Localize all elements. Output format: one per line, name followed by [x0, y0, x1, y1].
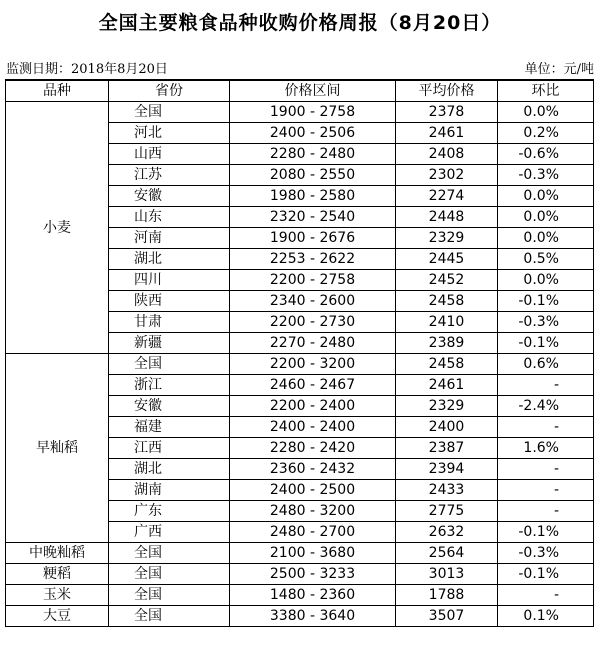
average-price-cell: 2564: [396, 543, 498, 564]
average-price-cell: 2302: [396, 165, 498, 186]
header-price-range: 价格区间: [230, 80, 396, 102]
province-cell: 全国: [109, 102, 230, 123]
price-range-cell: 2400 - 2506: [230, 123, 396, 144]
price-range-cell: 2320 - 2540: [230, 207, 396, 228]
price-range-cell: 2100 - 3680: [230, 543, 396, 564]
average-price-cell: 2408: [396, 144, 498, 165]
variety-cell: 粳稻: [6, 564, 109, 585]
change-cell: 0.2%: [498, 123, 594, 144]
average-price-cell: 2329: [396, 228, 498, 249]
average-price-cell: 2452: [396, 270, 498, 291]
average-price-cell: 2329: [396, 396, 498, 417]
table-row: [6, 354, 594, 375]
change-cell: 0.6%: [498, 354, 594, 375]
price-range-cell: 2480 - 2700: [230, 522, 396, 543]
change-cell: -0.1%: [498, 522, 594, 543]
report-title: 全国主要粮食品种收购价格周报（8月20日）: [98, 12, 502, 34]
change-cell: 0.0%: [498, 207, 594, 228]
average-price-cell: 2632: [396, 522, 498, 543]
change-cell: -0.6%: [498, 144, 594, 165]
price-range-cell: 2080 - 2550: [230, 165, 396, 186]
average-price-cell: 2461: [396, 123, 498, 144]
header-row: [6, 80, 594, 102]
province-cell: 甘肃: [109, 312, 230, 333]
price-range-cell: 2460 - 2467: [230, 375, 396, 396]
average-price-cell: 3013: [396, 564, 498, 585]
change-cell: 0.0%: [498, 228, 594, 249]
monitor-date: 监测日期：2018年8月20日: [6, 62, 168, 77]
change-cell: 0.5%: [498, 249, 594, 270]
price-range-cell: 2280 - 2420: [230, 438, 396, 459]
price-range-cell: 2253 - 2622: [230, 249, 396, 270]
variety-cell: 玉米: [6, 585, 109, 606]
average-price-cell: 2448: [396, 207, 498, 228]
province-cell: 陕西: [109, 291, 230, 312]
average-price-cell: 2775: [396, 501, 498, 522]
report-meta: [6, 58, 594, 76]
average-price-cell: 2389: [396, 333, 498, 354]
province-cell: 全国: [109, 543, 230, 564]
variety-cell: 小麦: [6, 102, 109, 354]
change-cell: 1.6%: [498, 438, 594, 459]
province-cell: 四川: [109, 270, 230, 291]
average-price-cell: 1788: [396, 585, 498, 606]
province-cell: 江西: [109, 438, 230, 459]
average-price-cell: 2410: [396, 312, 498, 333]
price-table: [5, 79, 594, 627]
average-price-cell: 2394: [396, 459, 498, 480]
table-row: [6, 564, 594, 585]
province-cell: 山东: [109, 207, 230, 228]
change-cell: -: [498, 585, 594, 606]
province-cell: 广西: [109, 522, 230, 543]
price-range-cell: 2480 - 3200: [230, 501, 396, 522]
price-range-cell: 2280 - 2480: [230, 144, 396, 165]
header-variety: 品种: [6, 80, 109, 102]
average-price-cell: 2461: [396, 375, 498, 396]
change-cell: -0.3%: [498, 543, 594, 564]
price-range-cell: 2200 - 2730: [230, 312, 396, 333]
price-range-cell: 2360 - 2432: [230, 459, 396, 480]
table-body: [6, 102, 594, 627]
average-price-cell: 2387: [396, 438, 498, 459]
change-cell: -: [498, 459, 594, 480]
variety-cell: 早籼稻: [6, 354, 109, 543]
change-cell: -0.1%: [498, 333, 594, 354]
table-row: [6, 102, 594, 123]
average-price-cell: 2274: [396, 186, 498, 207]
change-cell: -0.3%: [498, 165, 594, 186]
province-cell: 山西: [109, 144, 230, 165]
header-change: 环比: [498, 80, 594, 102]
average-price-cell: 2445: [396, 249, 498, 270]
change-cell: -2.4%: [498, 396, 594, 417]
price-range-cell: 1980 - 2580: [230, 186, 396, 207]
price-range-cell: 2500 - 3233: [230, 564, 396, 585]
province-cell: 湖北: [109, 249, 230, 270]
province-cell: 安徽: [109, 396, 230, 417]
table-row: [6, 543, 594, 564]
province-cell: 安徽: [109, 186, 230, 207]
price-range-cell: 2400 - 2500: [230, 480, 396, 501]
average-price-cell: 2458: [396, 354, 498, 375]
price-range-cell: 2400 - 2400: [230, 417, 396, 438]
average-price-cell: 2378: [396, 102, 498, 123]
change-cell: -0.1%: [498, 291, 594, 312]
change-cell: 0.0%: [498, 270, 594, 291]
province-cell: 全国: [109, 585, 230, 606]
province-cell: 全国: [109, 606, 230, 627]
province-cell: 湖北: [109, 459, 230, 480]
unit-label: 单位：元/吨: [524, 62, 594, 77]
average-price-cell: 2458: [396, 291, 498, 312]
change-cell: -: [498, 417, 594, 438]
change-cell: 0.0%: [498, 102, 594, 123]
price-range-cell: 3380 - 3640: [230, 606, 396, 627]
province-cell: 河北: [109, 123, 230, 144]
table-row: [6, 606, 594, 627]
province-cell: 河南: [109, 228, 230, 249]
change-cell: -0.1%: [498, 564, 594, 585]
average-price-cell: 2400: [396, 417, 498, 438]
change-cell: 0.1%: [498, 606, 594, 627]
province-cell: 全国: [109, 564, 230, 585]
price-range-cell: 1900 - 2676: [230, 228, 396, 249]
table-row: [6, 585, 594, 606]
price-range-cell: 1480 - 2360: [230, 585, 396, 606]
province-cell: 浙江: [109, 375, 230, 396]
change-cell: -: [498, 480, 594, 501]
province-cell: 广东: [109, 501, 230, 522]
price-range-cell: 2200 - 2400: [230, 396, 396, 417]
change-cell: 0.0%: [498, 186, 594, 207]
change-cell: -: [498, 501, 594, 522]
variety-cell: 大豆: [6, 606, 109, 627]
header-average-price: 平均价格: [396, 80, 498, 102]
header-province: 省份: [109, 80, 230, 102]
change-cell: -0.3%: [498, 312, 594, 333]
price-range-cell: 2270 - 2480: [230, 333, 396, 354]
price-range-cell: 1900 - 2758: [230, 102, 396, 123]
province-cell: 全国: [109, 354, 230, 375]
average-price-cell: 3507: [396, 606, 498, 627]
price-range-cell: 2340 - 2600: [230, 291, 396, 312]
change-cell: -: [498, 375, 594, 396]
province-cell: 江苏: [109, 165, 230, 186]
province-cell: 湖南: [109, 480, 230, 501]
average-price-cell: 2433: [396, 480, 498, 501]
province-cell: 新疆: [109, 333, 230, 354]
price-range-cell: 2200 - 3200: [230, 354, 396, 375]
variety-cell: 中晚籼稻: [6, 543, 109, 564]
province-cell: 福建: [109, 417, 230, 438]
price-range-cell: 2200 - 2758: [230, 270, 396, 291]
